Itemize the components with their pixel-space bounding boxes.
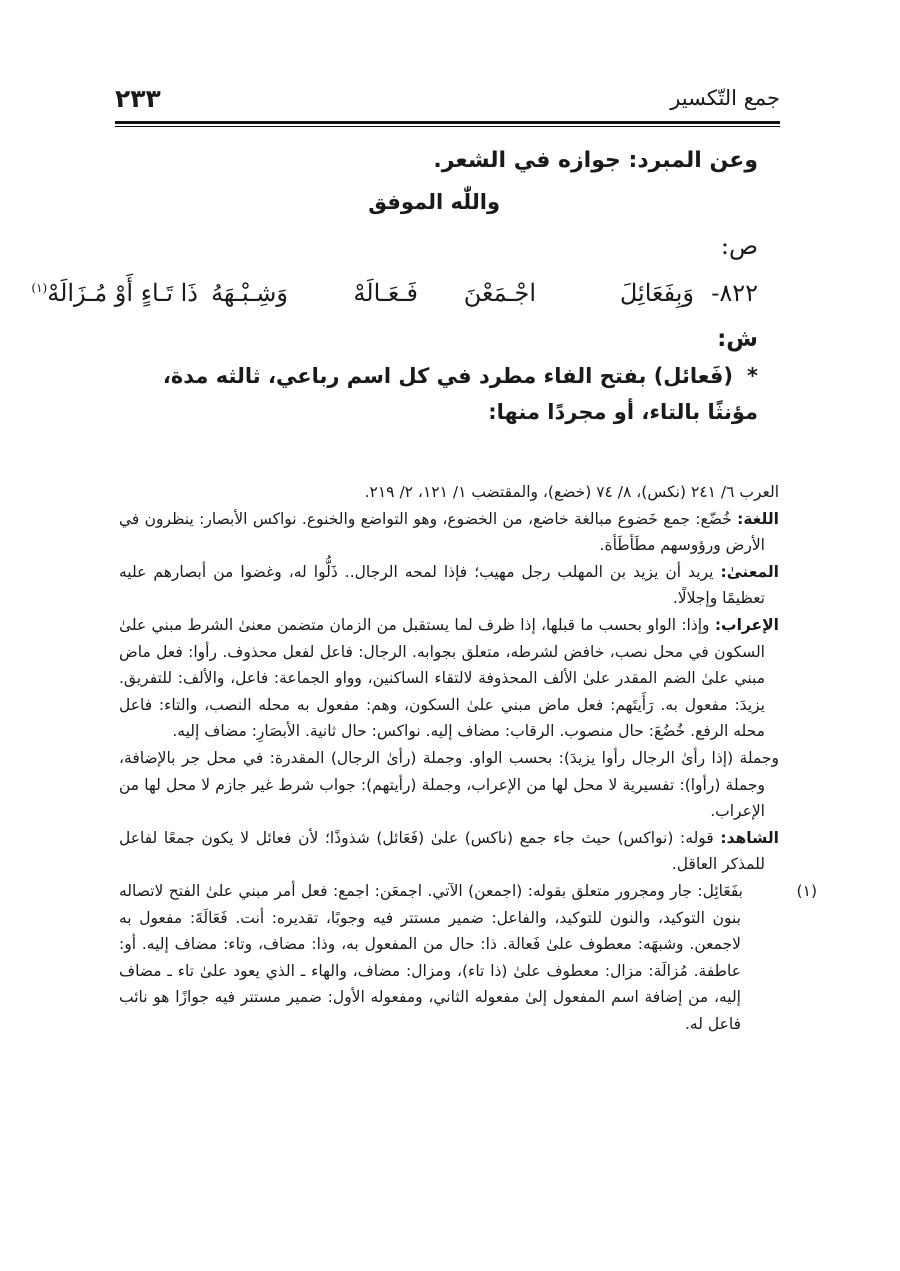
saad-label: ص:: [720, 232, 758, 260]
note-maana-label: المعنىٰ:: [720, 562, 779, 581]
footnotes: [119, 479, 817, 1037]
note-lugha-label: اللغة:: [737, 509, 779, 528]
verse-part-4: وَشِـبْـهَهُ: [211, 279, 288, 307]
note-maana-text: يريد أن يزيد بن المهلب رجل مهيب؛ فإذا لمحه الرجال.. ذَلُّوا له، وغضوا من أبصارهم عليه تعظيمًا وإجلالًا.: [119, 562, 765, 608]
quote-line: وعن المبرد: جوازه في الشعر.: [433, 148, 758, 173]
footnote-number: (١): [796, 881, 817, 900]
shin-label: ش:: [717, 326, 758, 352]
note-shahid: [119, 825, 779, 878]
footnote-1: [119, 878, 817, 1038]
note-irab-label: الإعراب:: [714, 615, 780, 634]
note-irab-text: وإذا: الواو بحسب ما قبلها، إذا ظرف لما يستقبل من الزمان متضمن معنىٰ الشرط مبني علىٰ السكون في محل نصب، خافض لشرطه، متعلق بجوابه. الرجال: فاعل لفعل محذوف. رأوا: فعل ماض مبني علىٰ الضم المقدر علىٰ الألف المحذوفة لالتقاء الساكنين، وواو الجماعة: فاعل، والألف: للتفريق. يزيدَ: مفعول به. رَأَيتَهم: فعل ماض مبني علىٰ السكون، وهم: مفعول به محله النصب، والتاء: فاعل محله الرفع. خُضُعَ: حال منصوب. الرقاب: مضاف إليه. نواكس: حال ثانية. الأبصَارِ: مضاف إليه.: [119, 615, 765, 741]
note-shahid-label: الشاهد:: [720, 828, 779, 847]
closing-line: واللّٰه الموفق: [368, 190, 500, 214]
verse-part-5-text: ذَا تَـاءٍ أَوْ مُـزَالَهْ: [47, 279, 198, 307]
verse-number: ٨٢٢-: [711, 279, 758, 307]
header-rule-thick: [115, 121, 780, 124]
verse-part-5: [31, 279, 198, 307]
footnote-ref: (١): [31, 281, 48, 295]
verse-part-3: فَـعَـالَهْ: [353, 279, 418, 307]
verse-part-1: وَبِفَعَائِلَ: [619, 279, 694, 307]
section-title: جمع التّكسير: [670, 86, 780, 110]
note-continued: العرب ٦/ ٢٤١ (نكس)، ٨/ ٧٤ (خضع)، والمقتضب ١/ ١٢١، ٢/ ٢١٩.: [364, 483, 779, 501]
note-lugha: [119, 506, 779, 559]
note-shahid-text: قوله: (نواكس) حيث جاء جمع (ناكس) علىٰ (فَعَائل) شذوذًا؛ لأن فعائل لا يكون جمعًا لفاعل للمذكر العاقل.: [119, 828, 765, 874]
ruling-paragraph: [120, 358, 758, 430]
page-number: ٢٣٣: [115, 84, 161, 113]
note-maana: [119, 559, 779, 612]
note-lugha-text: خُضّع: جمع خَضوع مبالغة خاضع، من الخضوع، وهو التواضع والخنوع. نواكس الأبصار: ينظرون في الأرض ورؤوسهم مطَأطَأة.: [119, 509, 765, 555]
verse-part-2: اجْـمَعْنَ: [463, 279, 536, 307]
note-irab: [119, 612, 779, 745]
star-bullet: *: [747, 364, 758, 388]
footnote-text: بفَعَائِل: جار ومجرور متعلق بقوله: (اجمعن) الآتي. اجمعَن: اجمع: فعل أمر مبني علىٰ الفتح لاتصاله بنون التوكيد، والنون للتوكيد، والفاعل: ضمير مستتر فيه وجوبًا، تقديره: أنت. فَعَالَةَ: مفعول به لاجمعن. وشبهَه: معطوف علىٰ فَعالة. ذا: حال من المفعول به، وذا: مضاف، وتاء: مضاف إليه. أو: عاطفة. مُزالَة: مزال: معطوف علىٰ (ذا تاء)، ومزال: مضاف، والهاء ـ الذي يعود علىٰ تاء ـ مضاف إليه، من إضافة اسم المفعول إلىٰ مفعوله الثاني، ومفعوله الأول: ضمير مستتر فيه جوازًا هو نائب فاعل له.: [119, 881, 743, 1033]
ruling-text: (فَعائل) بفتح الفاء مطرد في كل اسم رباعي، ثالثه مدة، مؤنثًا بالتاء، أو مجردًا منها:: [162, 364, 758, 424]
header-rule-thin: [115, 126, 780, 127]
note-jumla: وجملة (إذا رأىٰ الرجال رأوا يزيدَ): بحسب الواو. وجملة (رأىٰ الرجال) المقدرة: في محل جر بالإضافة، وجملة (رأوا): تفسيرية لا محل لها من الإعراب، وجملة (رأيتهم): جواب شرط غير جازم لا محل لها من الإعراب.: [119, 748, 779, 821]
running-header: [115, 82, 780, 118]
verse-line: [31, 277, 758, 319]
